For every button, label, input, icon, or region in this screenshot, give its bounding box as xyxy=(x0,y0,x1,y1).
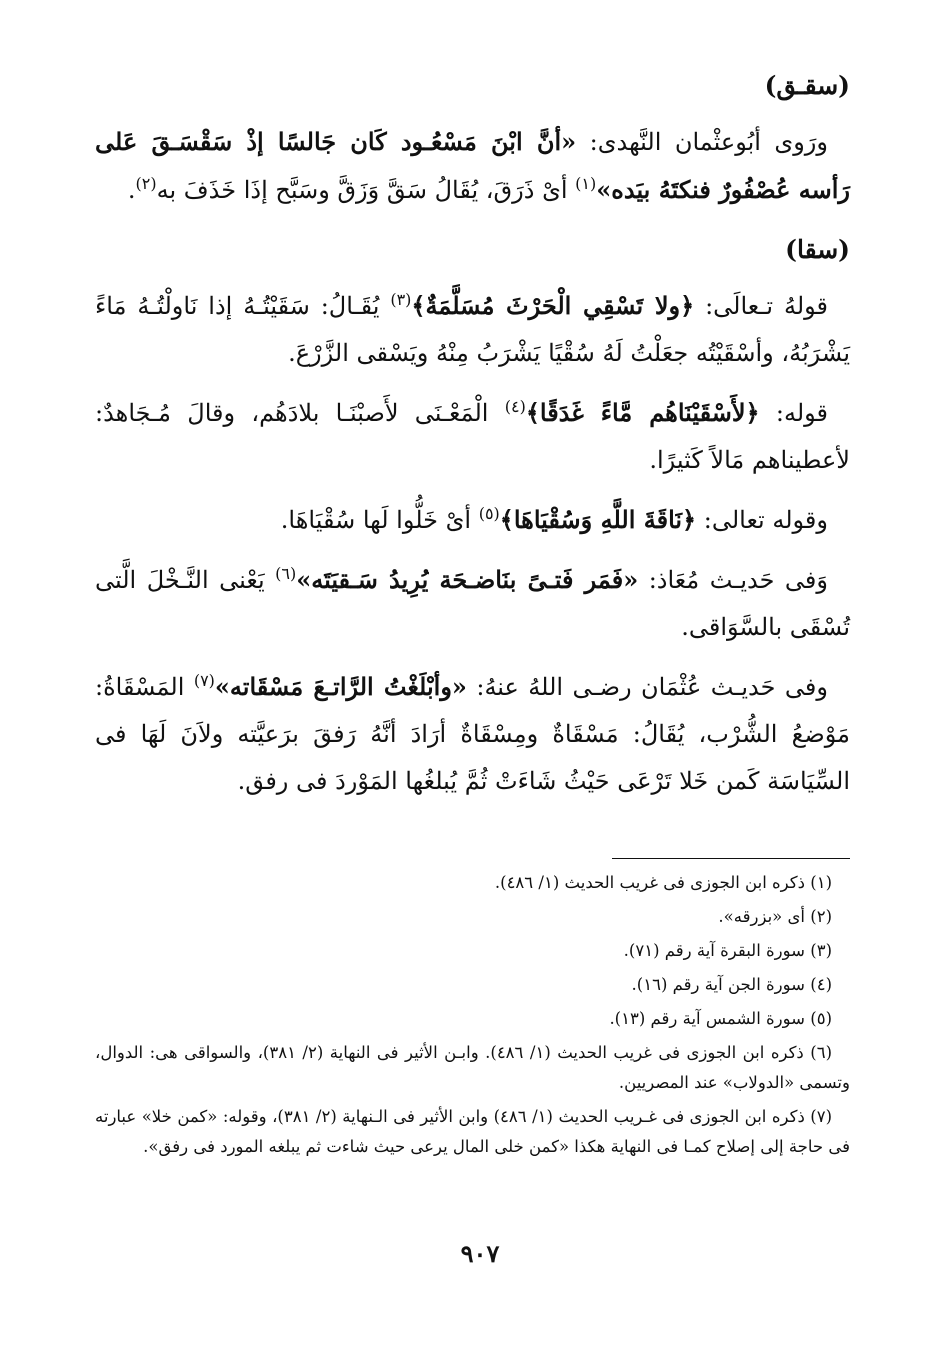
footnote-2: (٢) أى «بزرقه». xyxy=(718,907,832,926)
footnote-1: (١) ذكره ابن الجوزى فى غريب الحديث (١/ ٤٨٦). xyxy=(494,873,832,892)
text: وقوله تعالى: xyxy=(696,506,828,534)
text: يُقَـالُ: سَقَيْتُـهُ إذا نَاولْتُـهُ مَاءً يَشْرَبُهُ، وأسْقَيْتُه جعَلْتُ لَهُ سُقْيًا يَشْرَبُ مِنْهُ ويَسْقى الزَّرْعَ. xyxy=(95,292,850,367)
hadith-quote: «أنَّ ابْنَ مَسْعُـود كَان جَالسًا إذْ سَقْسَـقَ عَلى رَأسه عُصْفُورٌ فنكتَهُ بيَده» xyxy=(95,127,850,204)
page-body xyxy=(95,62,850,817)
quran-quote: ﴿نَاقَةَ اللَّهِ وَسُقْيَاهَا﴾ xyxy=(499,505,697,534)
paragraph-saqa-5 xyxy=(95,663,850,805)
footnote-4: (٤) سورة الجن آية رقم (١٦). xyxy=(631,975,832,994)
text: أىْ خَلُّوا لَها سُقْيَاهَا. xyxy=(280,506,479,534)
page-number: ٩٠٧ xyxy=(460,1239,500,1268)
footnote-5: (٥) سورة الشمس آية رقم (١٣). xyxy=(609,1009,832,1028)
footnote-divider xyxy=(612,858,850,859)
text: . xyxy=(127,176,136,204)
text: المَسْقَاةُ: مَوْضعُ الشُّرْب، يُقَالُ: مَسْقَاةٌ ومِسْقَاةٌ أرَادَ أنَّهُ رَفقَ برَعيَّته ولاَنَ لَهَا فى السِّيَاسَة كَمن خَلا تَرْعَى حَيْثُ شَاءَتْ ثُمَّ يُبلغُها المَوْردَ فى رفق. xyxy=(95,673,850,795)
quran-quote: ﴿لأَسْقَيْنَاهُم مَّاءً غَدَقًا﴾ xyxy=(525,398,760,427)
text: ورَوى أبُوعثْمان النَّهدى: xyxy=(576,128,828,156)
text: أىْ ذَرَقَ، يُقَالُ سَقَّ وَزَقَّ وسَبَّح إذَا خَذَفَ به xyxy=(156,176,576,204)
entry-heading-saqa: (سقا) xyxy=(785,235,850,264)
paragraph-saqa-3 xyxy=(95,496,850,544)
text: وفى حَديـث عُثْمَان رضـى اللهُ عنهُ: xyxy=(466,673,828,701)
text: يَعْنى النَّـخْلَ الَّتى تُسْقَى بالسَّوَاقى. xyxy=(95,566,850,641)
text: قولهُ تـعالَى: xyxy=(694,292,829,320)
quran-quote: ﴿ولا تَسْقِي الْحَرْثَ مُسَلَّمَةٌ﴾ xyxy=(411,291,695,320)
hadith-quote: «وأبْلَغْتُ الرَّاتـعَ مَسْقَاته» xyxy=(214,672,467,701)
footnote-7: (٧) ذكره ابن الجوزى فى غـريب الحديث (١/ ٤٨٦) وابن الأثير فى الـنهاية (٢/ ٣٨١)، وقوله: «كمن خلا» عبارته فى حاجة إلى إصلاح كمـا فى النهاية هكذا «كمن خلى المال يرعى حيث شاءت ثم يبلغه المورد فى رفق». xyxy=(95,1107,850,1156)
hadith-quote: «فَمَر فَتـىً بنَاضـحَة يُرِيدُ سَـقيَتَه» xyxy=(296,565,639,594)
paragraph-saqa-1 xyxy=(95,282,850,377)
paragraph-saqa-2 xyxy=(95,389,850,484)
text: قوله: xyxy=(759,399,829,427)
footnote-ref-3: (٣) xyxy=(390,290,412,309)
footnote-ref-4: (٤) xyxy=(504,397,526,416)
footnote-3: (٣) سورة البقرة آية رقم (٧١). xyxy=(623,941,832,960)
footnote-6: (٦) ذكره ابن الجوزى فى غريب الحديث (١/ ٤٨٦). وابـن الأثير فى النهاية (٢/ ٣٨١)، والسواقى هى: الدوال، وتسمى «الدولاب» عند المصريين. xyxy=(95,1043,850,1092)
footnote-ref-7: (٧) xyxy=(193,671,215,690)
text: الْمَعْـنَى لأَصبْنَـا بلادَهُم، وقالَ مُـجَاهدٌ: لأعطيناهم مَالاً كَثيرًا. xyxy=(95,399,850,474)
paragraph-saqaq-1 xyxy=(95,118,850,214)
paragraph-saqa-4 xyxy=(95,556,850,651)
footnote-ref-2: (٢) xyxy=(135,174,157,193)
footnote-ref-5: (٥) xyxy=(478,504,500,523)
footnotes xyxy=(95,868,850,1166)
text: وَفى حَديـث مُعَاذ: xyxy=(638,566,828,594)
footnote-ref-1: (١) xyxy=(575,174,597,193)
entry-heading-saqaq: (سقـق) xyxy=(764,71,850,100)
footnote-ref-6: (٦) xyxy=(275,564,297,583)
